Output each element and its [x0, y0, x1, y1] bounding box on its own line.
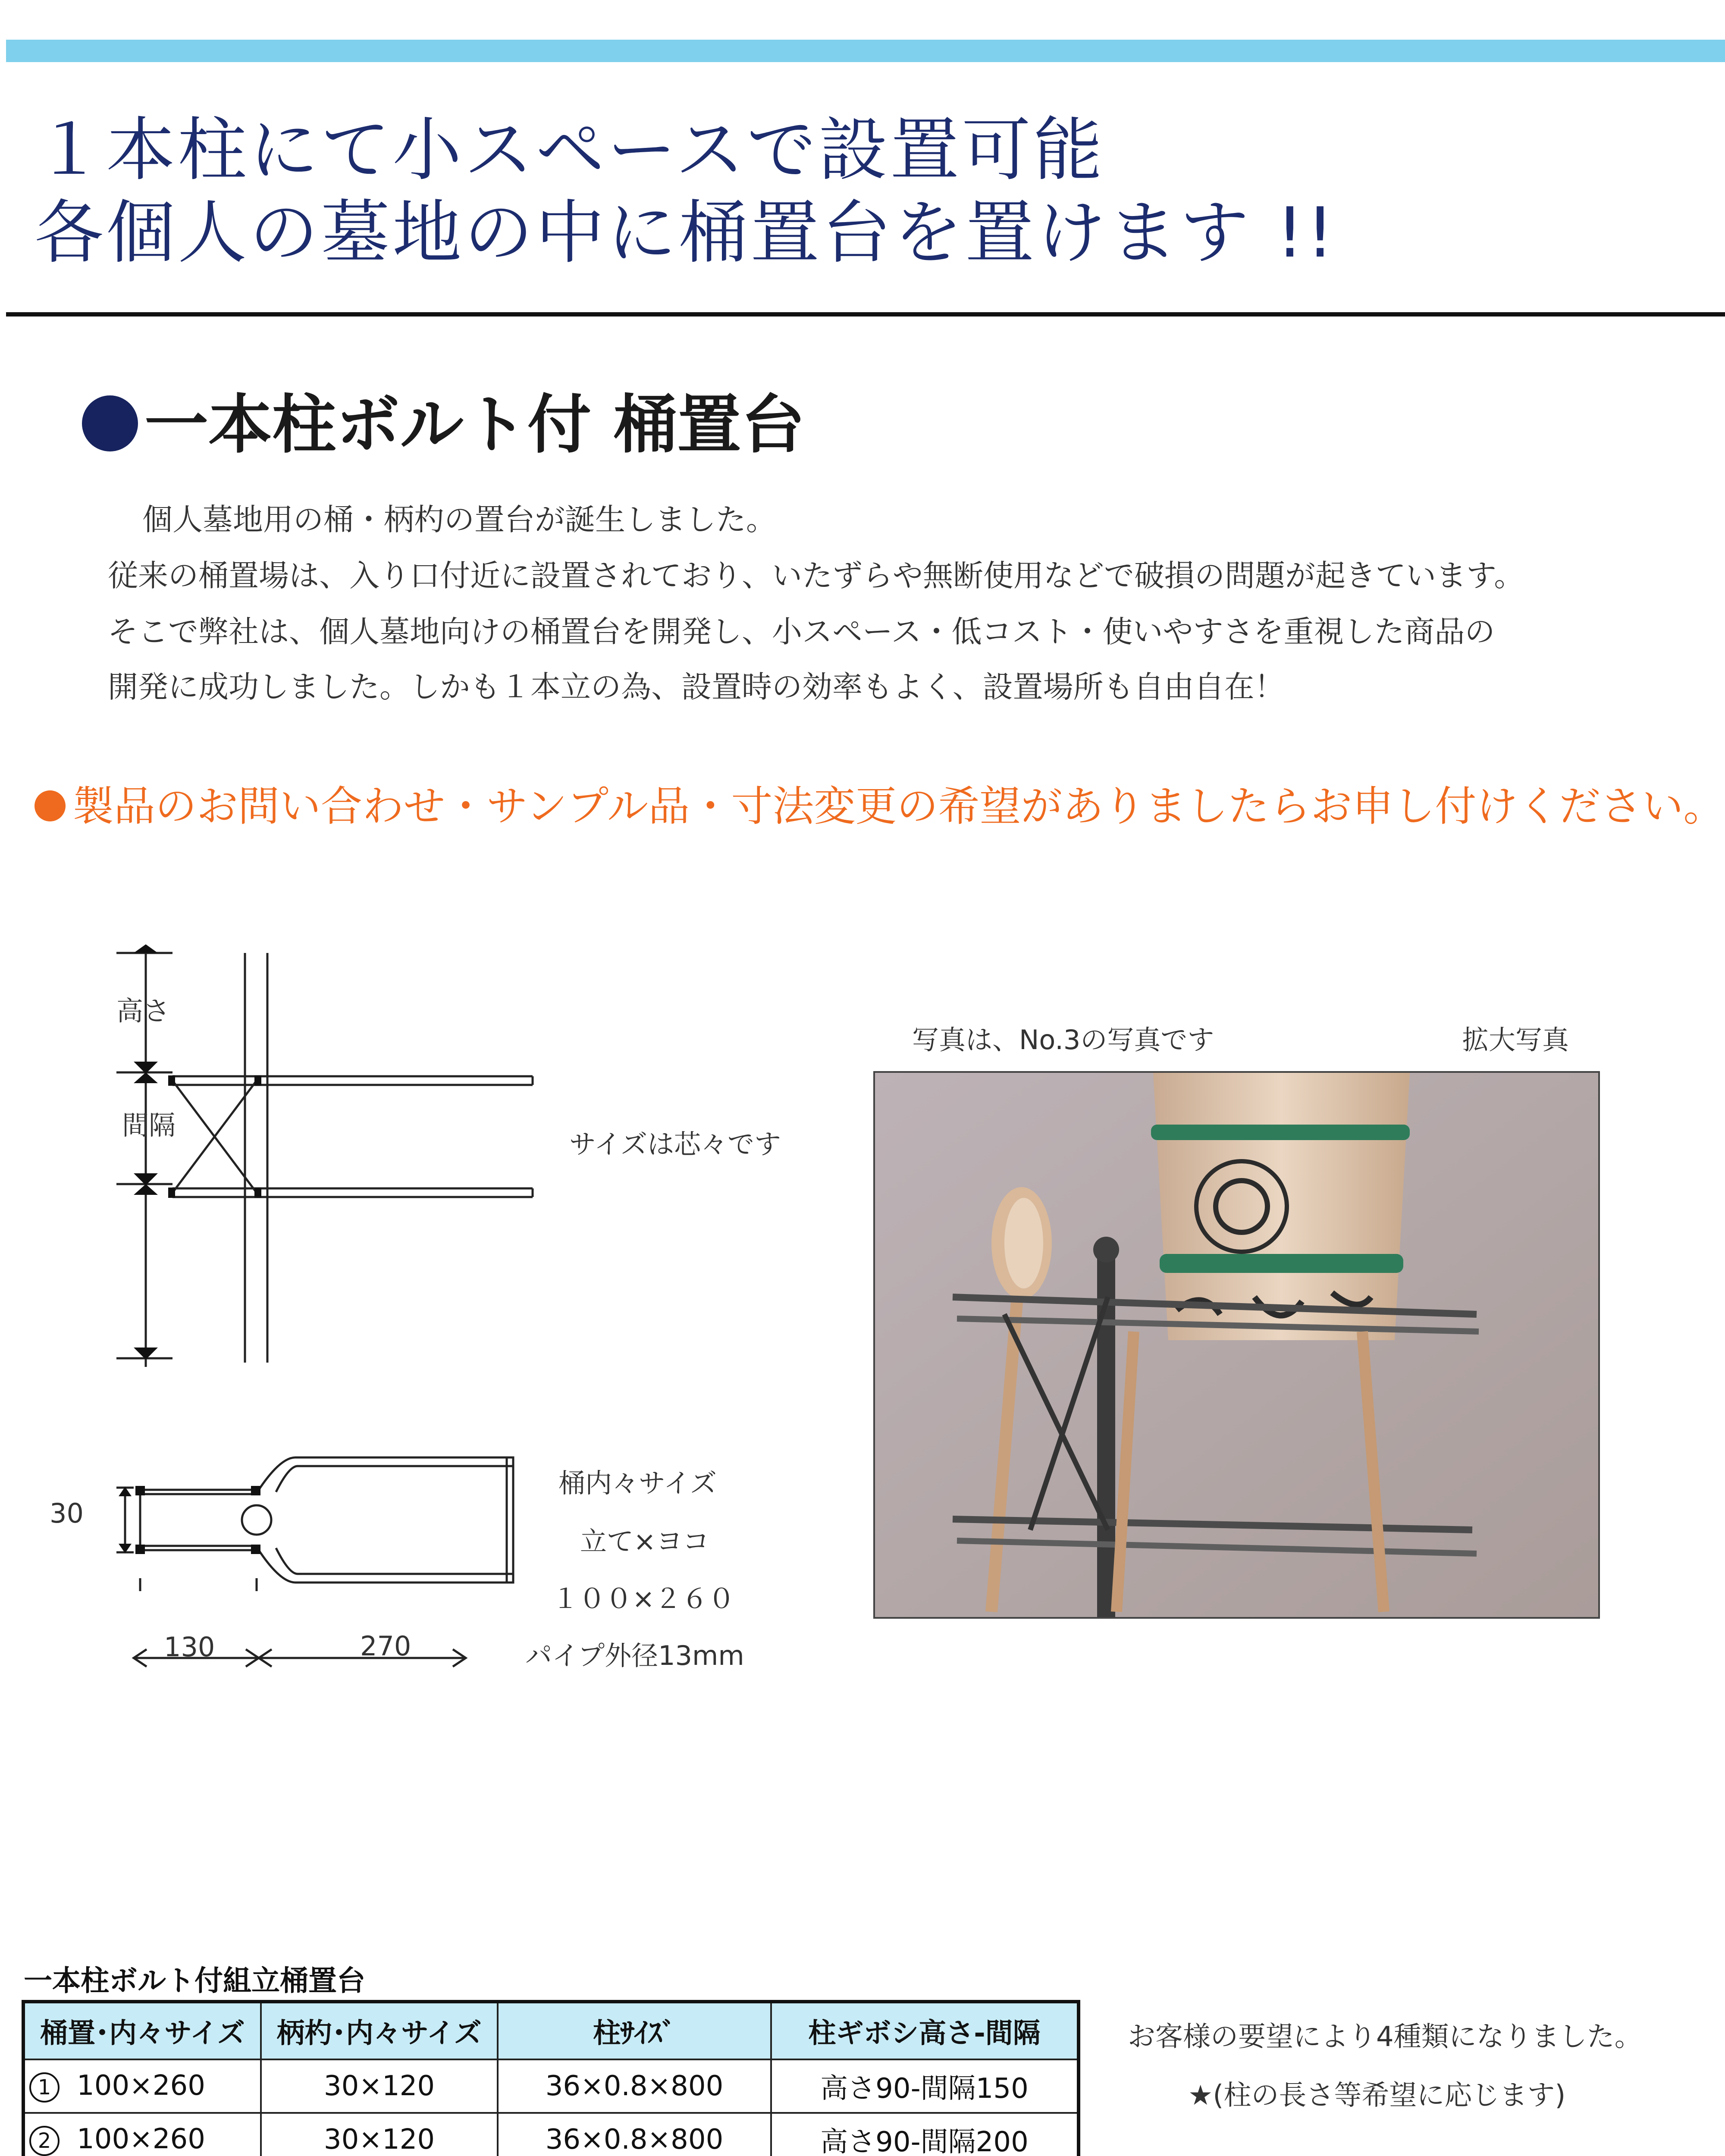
height-interval-cell: 高さ90-間隔200: [771, 2113, 1079, 2156]
header-height-interval: 柱ギボシ高さ-間隔: [771, 2002, 1079, 2059]
ladle-size-cell: 30×120: [261, 2059, 498, 2113]
dimension-130: 130: [164, 1631, 215, 1663]
dimension-270: 270: [360, 1630, 411, 1662]
inner-size-value: １００×２６０: [552, 1583, 735, 1614]
height-interval-cell: 高さ90-間隔150: [771, 2059, 1079, 2113]
row-number-badge: 2: [29, 2126, 60, 2156]
orientation-label: 立て×ヨコ: [580, 1526, 709, 1557]
header-pillar-size: 柱ｻｲｽﾞ: [498, 2002, 771, 2059]
header-ladle-size: 柄杓･内々サイズ: [261, 2002, 498, 2059]
height-label: 高さ: [116, 995, 170, 1027]
side-view-drawing: [108, 944, 561, 1384]
headline-divider: [6, 312, 1725, 317]
bucket-size-value: 100×260: [77, 2123, 205, 2156]
pipe-diameter-note: パイプ外径13mm: [525, 1640, 744, 1671]
inquiry-notice-text: 製品のお問い合わせ・サンプル品・寸法変更の希望がありましたらお申し付けください。: [72, 782, 1725, 830]
top-accent-bar: [6, 40, 1725, 62]
zoom-photo-label: 拡大写真: [1462, 1024, 1569, 1056]
headline-line-2: 各個人の墓地の中に桶置台を置けます !!: [34, 192, 1337, 273]
table-row: [23, 2113, 1079, 2156]
inquiry-notice: [34, 780, 1725, 832]
header-bucket-size: 桶置･内々サイズ: [23, 2002, 261, 2059]
product-photo: [873, 1071, 1600, 1619]
spec-table: [22, 2000, 1080, 2156]
headline-line-1: １本柱にて小スペースで設置可能: [34, 110, 1105, 190]
size-note: サイズは芯々です: [569, 1128, 781, 1160]
table-row: [23, 2059, 1079, 2113]
row-number-badge: 1: [29, 2072, 60, 2103]
section-title: 一本柱ボルト付 桶置台: [144, 388, 805, 462]
bucket-size-value: 100×260: [77, 2070, 205, 2102]
inner-size-label: 桶内々サイズ: [558, 1467, 717, 1499]
bucket-size-cell: [23, 2059, 261, 2113]
custom-length-note: ★(柱の長さ等希望に応じます): [1188, 2080, 1566, 2112]
dimension-30: 30: [50, 1498, 84, 1529]
ladle-size-cell: 30×120: [261, 2113, 498, 2156]
intro-line-1: 個人墓地用の桶・柄杓の置台が誕生しました。: [142, 502, 776, 537]
photo-caption: 写真は、No.3の写真です: [912, 1024, 1214, 1056]
pillar-size-cell: 36×0.8×800: [498, 2059, 771, 2113]
variant-note: お客様の要望により4種類になりました。: [1128, 2021, 1642, 2053]
intro-line-3: そこで弊社は、個人墓地向けの桶置台を開発し、小スペース・低コスト・使いやすさを重視した商品の: [108, 614, 1495, 649]
bucket-size-cell: [23, 2113, 261, 2156]
table-header-row: [23, 2002, 1079, 2059]
orange-bullet-icon: [34, 790, 66, 821]
product-photo-illustration: [875, 1073, 1600, 1619]
bullet-dot-icon: [82, 395, 138, 451]
interval-label: 間隔: [122, 1109, 176, 1141]
pillar-size-cell: 36×0.8×800: [498, 2113, 771, 2156]
intro-line-4: 開発に成功しました。しかも１本立の為、設置時の効率もよく、設置場所も自由自在！: [108, 669, 1285, 705]
table-title: 一本柱ボルト付組立桶置台: [24, 1964, 365, 1997]
intro-line-2: 従来の桶置場は、入り口付近に設置されており、いたずらや無断使用などで破損の問題が起きています。: [108, 558, 1524, 593]
